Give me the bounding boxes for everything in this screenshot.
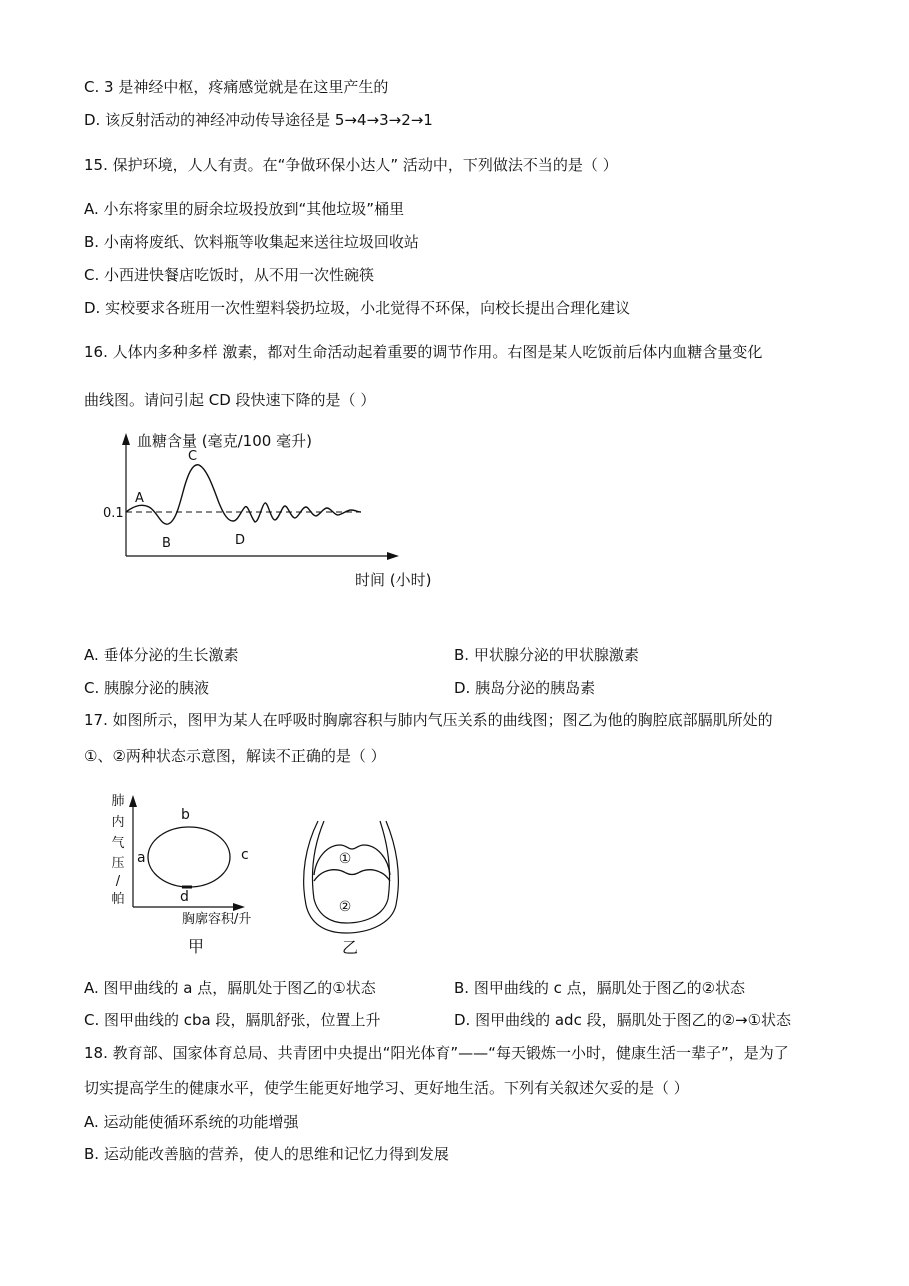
- q15-stem: 15. 保护环境，人人有责。在“争做环保小达人” 活动中，下列做法不当的是（ ）: [84, 156, 618, 174]
- q18-option-b: B. 运动能改善脑的营养，使人的思维和记忆力得到发展: [84, 1145, 449, 1163]
- y-label-char-2: 内: [111, 815, 125, 830]
- x-axis-label: 时间 (小时): [355, 571, 432, 589]
- y-label-char-3: 气: [111, 836, 125, 851]
- q16-option-d: D. 胰岛分泌的胰岛素: [454, 679, 596, 697]
- q16-options-row1: [84, 645, 844, 665]
- caption-yi: 乙: [342, 938, 359, 957]
- q16-stem-line1: 16. 人体内多种多样 激素，都对生命活动起着重要的调节作用。右图是某人吃饭前后体内血糖含量变化: [84, 343, 763, 361]
- q16-options-row2: [84, 678, 844, 698]
- q16-option-a: A. 垂体分泌的生长激素: [84, 646, 239, 664]
- point-d: d: [180, 889, 189, 905]
- q14-option-d: D. 该反射活动的神经冲动传导途径是 5→4→3→2→1: [84, 111, 433, 129]
- diaphragm-state-2: [314, 870, 390, 881]
- q16-option-c: C. 胰腺分泌的胰液: [84, 679, 210, 697]
- y-label-char-4: 压: [111, 856, 125, 871]
- q15-option-a: A. 小东将家里的厨余垃圾投放到“其他垃圾”桶里: [84, 200, 405, 218]
- q18-stem-line1: 18. 教育部、国家体育总局、共青团中央提出“阳光体育”——“每天锻炼一小时，健康生活一辈子”，是为了: [84, 1044, 789, 1062]
- q17-option-c: C. 图甲曲线的 cba 段，膈肌舒张，位置上升: [84, 1011, 381, 1029]
- y-label-char-5: /: [115, 874, 121, 889]
- point-c: c: [241, 847, 249, 863]
- diaphragm-state-1: [314, 845, 390, 875]
- q16-option-b: B. 甲状腺分泌的甲状腺激素: [454, 646, 639, 664]
- point-label-a: A: [135, 491, 144, 506]
- q18-stem-line2: 切实提高学生的健康水平，使学生能更好地学习、更好地生活。下列有关叙述欠妥的是（ ）: [84, 1079, 689, 1097]
- y-label-char-6: 帕: [111, 892, 125, 907]
- q18-option-a: A. 运动能使循环系统的功能增强: [84, 1113, 299, 1131]
- q17-option-b: B. 图甲曲线的 c 点，膈肌处于图乙的②状态: [454, 979, 746, 997]
- state-1-label: ①: [338, 851, 352, 867]
- blood-sugar-curve: [126, 465, 361, 524]
- point-label-c: C: [188, 449, 198, 464]
- point-b: b: [181, 807, 190, 823]
- q17-option-a: A. 图甲曲线的 a 点，膈肌处于图乙的①状态: [84, 979, 376, 997]
- state-2-label: ②: [338, 899, 352, 915]
- x-label: 胸廓容积/升: [182, 912, 252, 927]
- q17-options-row2: [84, 1010, 844, 1030]
- y-axis-label: 血糖含量 (毫克/100 毫升): [137, 432, 312, 450]
- q16-stem-line2: 曲线图。请问引起 CD 段快速下降的是（ ）: [84, 391, 376, 409]
- q17-options-row1: [84, 978, 844, 998]
- caption-jia: 甲: [188, 937, 205, 956]
- point-label-b: B: [162, 536, 171, 551]
- q15-option-b: B. 小南将废纸、饮料瓶等收集起来送往垃圾回收站: [84, 233, 419, 251]
- q17-stem-line1: 17. 如图所示，图甲为某人在呼吸时胸廓容积与肺内气压关系的曲线图；图乙为他的胸腔底部膈肌所处的: [84, 711, 773, 729]
- y-label-char-1: 肺: [111, 794, 125, 809]
- lung-pressure-figure: [100, 785, 280, 960]
- point-label-d: D: [235, 533, 246, 548]
- diaphragm-figure: [292, 815, 412, 960]
- blood-sugar-figure: [95, 425, 455, 600]
- baseline-label: 0.1: [103, 506, 124, 521]
- q14-option-c: C. 3 是神经中枢，疼痛感觉就是在这里产生的: [84, 78, 389, 96]
- q17-option-d: D. 图甲曲线的 adc 段，膈肌处于图乙的②→①状态: [454, 1011, 792, 1029]
- q15-option-d: D. 实校要求各班用一次性塑料袋扔垃圾，小北觉得不环保，向校长提出合理化建议: [84, 299, 631, 317]
- q17-stem-line2: ①、②两种状态示意图，解读不正确的是（ ）: [84, 747, 386, 765]
- pressure-loop: [148, 827, 230, 887]
- point-a: a: [137, 850, 146, 866]
- q15-option-c: C. 小西进快餐店吃饭时，从不用一次性碗筷: [84, 266, 375, 284]
